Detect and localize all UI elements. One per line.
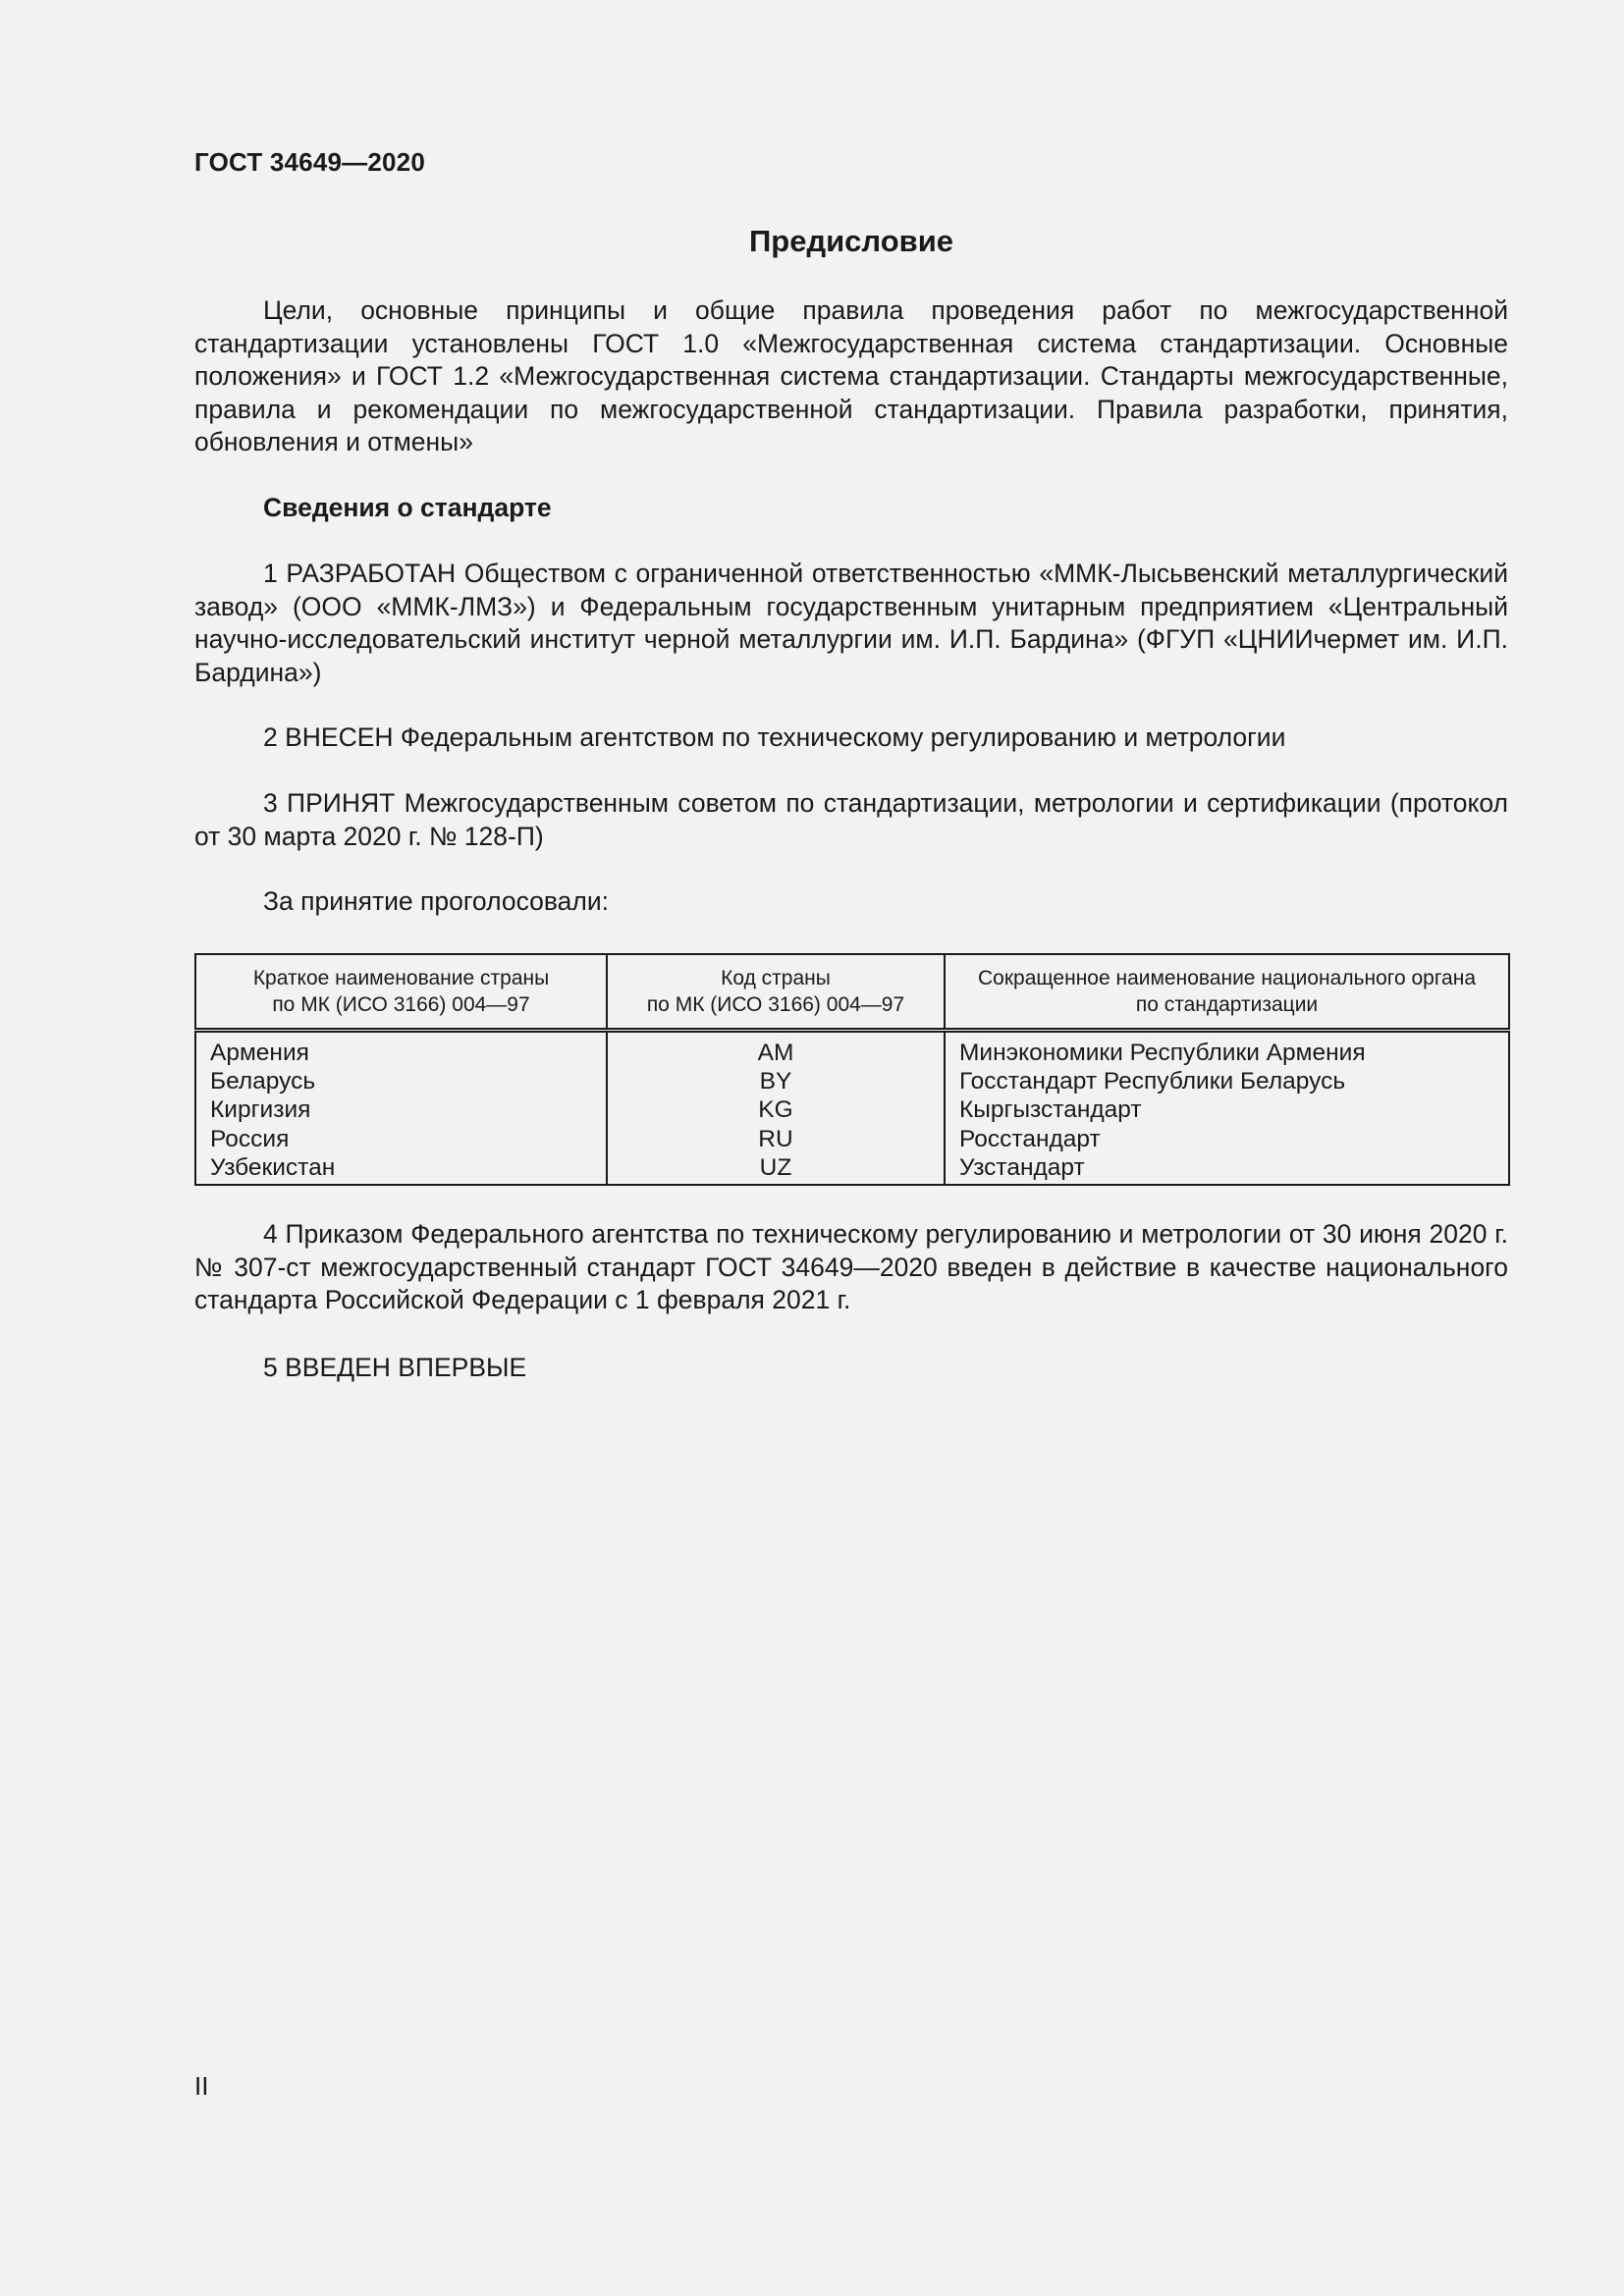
country-name: Узбекистан <box>210 1153 336 1181</box>
table-header-row <box>195 954 1509 1031</box>
national-body-name: Росстандарт <box>959 1125 1101 1152</box>
header-country-name: Краткое наименование страны по МК (ИСО 3166) 004—97 <box>195 954 607 1031</box>
country-column <box>195 1031 607 1186</box>
voted-label: За принятие проголосовали: <box>263 886 610 916</box>
country-name: Армения <box>210 1040 309 1066</box>
country-code: BY <box>759 1068 792 1095</box>
national-body-name: Минэкономики Республики Армения <box>959 1040 1366 1066</box>
country-code: UZ <box>759 1153 792 1181</box>
page-number: II <box>194 2071 209 2101</box>
header-national-body: Сокращенное наименование национального органа по стандартизации <box>945 954 1509 1031</box>
table-body-row <box>195 1031 1509 1186</box>
item-5-first-introduced: 5 ВВЕДЕН ВПЕРВЫЕ <box>263 1353 527 1382</box>
country-name: Киргизия <box>210 1096 311 1124</box>
national-body-name: Узстандарт <box>959 1153 1085 1181</box>
country-code: KG <box>758 1096 793 1124</box>
header-country-code: Код страны по МК (ИСО 3166) 004—97 <box>607 954 945 1031</box>
national-body-name: Кыргызстандарт <box>959 1096 1142 1124</box>
document-code: ГОСТ 34649—2020 <box>194 147 425 177</box>
national-body-name: Госстандарт Республики Беларусь <box>959 1068 1346 1095</box>
code-column <box>607 1031 945 1186</box>
intro-paragraph: Цели, основные принципы и общие правила проведения работ по межгосударственной стандартизации установлены ГОСТ 1.0 «Межгосударственная система стандартизации. Основные положения» и ГОСТ 1.2 «Межгосударственная система стандартизации. Стандарты межгосударственные, правила и рекомендации по межгосударственной стандартизации. Правила разработки, принятия, обновления и отмены» <box>194 295 1508 456</box>
item-3-adopted: 3 ПРИНЯТ Межгосударственным советом по стандартизации, метрологии и сертификации (протокол от 30 марта 2020 г. № 128-П) <box>194 788 1508 851</box>
item-4-enacted: 4 Приказом Федерального агентства по техническому регулированию и метрологии от 30 июня 2020 г. № 307-ст межгосударственный стандарт ГОСТ 34649—2020 введен в действие в качестве национального стандарта Российской Федерации с 1 февраля 2021 г. <box>194 1219 1508 1314</box>
national-body-column <box>945 1031 1509 1186</box>
page-title: Предисловие <box>748 224 953 258</box>
voting-countries-table <box>194 953 1510 1186</box>
section-heading: Сведения о стандарте <box>263 493 552 522</box>
country-name: Россия <box>210 1125 290 1152</box>
item-2-submitted: 2 ВНЕСЕН Федеральным агентством по техническому регулированию и метрологии <box>263 722 1286 752</box>
country-code: AM <box>757 1040 794 1066</box>
country-code: RU <box>758 1125 793 1152</box>
country-name: Беларусь <box>210 1068 316 1095</box>
item-1-developed: 1 РАЗРАБОТАН Обществом с ограниченной ответственностью «ММК-Лысьвенский металлургический завод» (ООО «ММК-ЛМЗ») и Федеральным государственным унитарным предприятием «Центральный научно-исследовательский институт черной металлургии им. И.П. Бардина» (ФГУП «ЦНИИчермет им. И.П. Бардина») <box>194 559 1508 687</box>
